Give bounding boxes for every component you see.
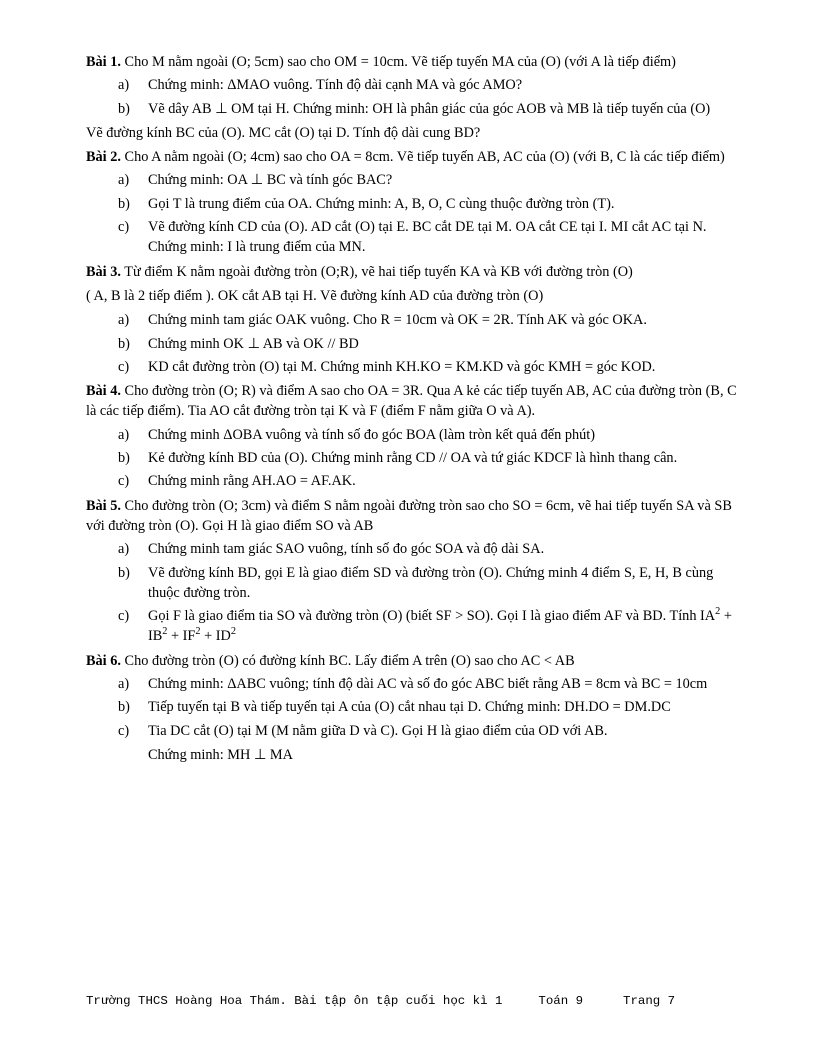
problem-label-2: Bài 2. bbox=[86, 149, 121, 166]
footer-left: Trường THCS Hoàng Hoa Thám. Bài tập ôn tập cuối học kì 1 bbox=[86, 994, 503, 1008]
list-item bbox=[86, 674, 738, 694]
problem-intro-3: Từ điểm K nằm ngoài đường tròn (O;R), vẽ hai tiếp tuyến KA và KB với đường tròn (O) bbox=[120, 263, 633, 280]
problem-items-4 bbox=[86, 425, 738, 492]
problem-intro-5: Cho đường tròn (O; 3cm) và điểm S nằm ngoài đường tròn sao cho SO = 6cm, vẽ hai tiếp tuyến SA và SB với đường tròn (O). Gọi H là giao điểm SO và AB bbox=[86, 497, 732, 534]
list-item bbox=[86, 697, 738, 717]
item-text: Chứng minh tam giác OAK vuông. Cho R = 10cm và OK = 2R. Tính AK và góc OKA. bbox=[148, 312, 647, 329]
problem-items-2 bbox=[86, 170, 738, 257]
problem-items-6 bbox=[86, 674, 738, 741]
list-item bbox=[86, 99, 738, 119]
item-text: Chứng minh: OA ⊥ BC và tính góc BAC? bbox=[148, 172, 393, 189]
item-marker: c) bbox=[118, 473, 130, 490]
list-item bbox=[86, 539, 738, 559]
problem-heading-3 bbox=[86, 262, 738, 282]
problem-intro-6: Cho đường tròn (O) có đường kính BC. Lấy điểm A trên (O) sao cho AC < AB bbox=[120, 652, 575, 669]
item-marker: b) bbox=[118, 195, 130, 212]
item-text: Chứng minh: ΔABC vuông; tính độ dài AC và số đo góc ABC biết rằng AB = 8cm và BC = 10cm bbox=[148, 676, 708, 693]
item-marker: a) bbox=[118, 426, 130, 443]
problem-label-5: Bài 5. bbox=[86, 497, 121, 514]
problem-heading-4 bbox=[86, 381, 738, 422]
problem-after-6: Chứng minh: MH ⊥ MA bbox=[148, 746, 293, 763]
item-marker: a) bbox=[118, 312, 130, 329]
problem-heading-2 bbox=[86, 147, 738, 167]
list-item bbox=[86, 334, 738, 354]
list-item bbox=[86, 448, 738, 468]
item-text: Tiếp tuyến tại B và tiếp tuyến tại A của (O) cắt nhau tại D. Chứng minh: DH.DO = DM.DC bbox=[148, 699, 671, 716]
problem-label-6: Bài 6. bbox=[86, 652, 121, 669]
item-text: Gọi T là trung điểm của OA. Chứng minh: A, B, O, C cùng thuộc đường tròn (T). bbox=[148, 195, 615, 212]
problem-intro-4: Cho đường tròn (O; R) và điểm A sao cho OA = 3R. Qua A kẻ các tiếp tuyến AB, AC của đường tròn (B, C là các tiếp điểm). Tia AO cắt đường tròn tại K và F (điểm F nằm giữa O và A). bbox=[86, 383, 737, 420]
item-text: Vẽ đường kính CD của (O). AD cắt (O) tại E. BC cắt DE tại M. OA cắt CE tại I. MI cắt AC tại N. Chứng minh: I là trung điểm của MN. bbox=[148, 219, 707, 256]
list-item bbox=[86, 606, 738, 647]
problem-items-3 bbox=[86, 310, 738, 377]
item-marker: b) bbox=[118, 100, 130, 117]
item-marker: c) bbox=[118, 722, 130, 739]
item-text: Chứng minh tam giác SAO vuông, tính số đo góc SOA và độ dài SA. bbox=[148, 541, 545, 558]
problem-items-5 bbox=[86, 539, 738, 646]
list-item bbox=[86, 563, 738, 604]
list-item bbox=[86, 310, 738, 330]
list-item bbox=[86, 721, 738, 741]
item-marker: b) bbox=[118, 564, 130, 581]
list-item bbox=[86, 357, 738, 377]
problem-after-1: Vẽ đường kính BC của (O). MC cắt (O) tại D. Tính độ dài cung BD? bbox=[86, 124, 481, 141]
item-marker: c) bbox=[118, 219, 130, 236]
problem-heading-5 bbox=[86, 496, 738, 537]
item-text: Chứng minh: ΔMAO vuông. Tính độ dài cạnh MA và góc AMO? bbox=[148, 77, 523, 94]
item-marker: b) bbox=[118, 699, 130, 716]
item-text: Chứng minh rằng AH.AO = AF.AK. bbox=[148, 473, 356, 490]
problem-items-1 bbox=[86, 75, 738, 119]
list-item bbox=[86, 75, 738, 95]
item-text: Kẻ đường kính BD của (O). Chứng minh rằng CD // OA và tứ giác KDCF là hình thang cân. bbox=[148, 450, 678, 467]
item-marker: c) bbox=[118, 608, 130, 625]
footer-page-number: Trang 7 bbox=[623, 994, 676, 1008]
item-text-html: Gọi F là giao điểm tia SO và đường tròn (O) (biết SF > SO). Gọi I là giao điểm AF và BD. Tính $IA^2 + IB^2 + IF^2 + ID^2$ bbox=[148, 606, 732, 645]
list-item bbox=[86, 217, 738, 258]
item-text: Chứng minh ΔOBA vuông và tính số đo góc BOA (làm tròn kết quả đến phút) bbox=[148, 426, 596, 443]
footer-subject: Toán 9 bbox=[538, 994, 584, 1008]
item-marker: c) bbox=[118, 358, 130, 375]
item-marker: b) bbox=[118, 335, 130, 352]
list-item bbox=[86, 170, 738, 190]
item-marker: a) bbox=[118, 172, 130, 189]
list-item bbox=[86, 471, 738, 491]
item-text: Chứng minh OK ⊥ AB và OK // BD bbox=[148, 335, 359, 352]
item-marker: a) bbox=[118, 77, 130, 94]
item-text: KD cắt đường tròn (O) tại M. Chứng minh KH.KO = KM.KD và góc KMH = góc KOD. bbox=[148, 358, 656, 375]
problem-intro-2: Cho A nằm ngoài (O; 4cm) sao cho OA = 8cm. Vẽ tiếp tuyến AB, AC của (O) (với B, C là các tiếp điểm) bbox=[120, 149, 725, 166]
item-marker: b) bbox=[118, 450, 130, 467]
item-text: Tia DC cắt (O) tại M (M nằm giữa D và C). Gọi H là giao điểm của OD với AB. bbox=[148, 722, 608, 739]
item-marker: a) bbox=[118, 676, 130, 693]
problem-label-1: Bài 1. bbox=[86, 54, 121, 70]
problem-intro-cont-3: ( A, B là 2 tiếp điểm ). OK cắt AB tại H. Vẽ đường kính AD của đường tròn (O) bbox=[86, 287, 544, 304]
list-item bbox=[86, 194, 738, 214]
list-item bbox=[86, 425, 738, 445]
problem-intro-1: Cho M nằm ngoài (O; 5cm) sao cho OM = 10cm. Vẽ tiếp tuyến MA của (O) (với A là tiếp điểm) bbox=[120, 54, 676, 70]
item-marker: a) bbox=[118, 541, 130, 558]
item-text: Vẽ đường kính BD, gọi E là giao điểm SD và đường tròn (O). Chứng minh 4 điểm S, E, H, B cùng thuộc đường tròn. bbox=[148, 564, 714, 601]
problem-label-3: Bài 3. bbox=[86, 263, 121, 280]
problem-label-4: Bài 4. bbox=[86, 383, 121, 400]
page-footer bbox=[86, 994, 738, 1008]
problem-heading-6 bbox=[86, 651, 738, 671]
item-text: Vẽ dây AB ⊥ OM tại H. Chứng minh: OH là phân giác của góc AOB và MB là tiếp tuyến của (O) bbox=[148, 100, 711, 117]
problem-heading-1 bbox=[86, 52, 738, 72]
